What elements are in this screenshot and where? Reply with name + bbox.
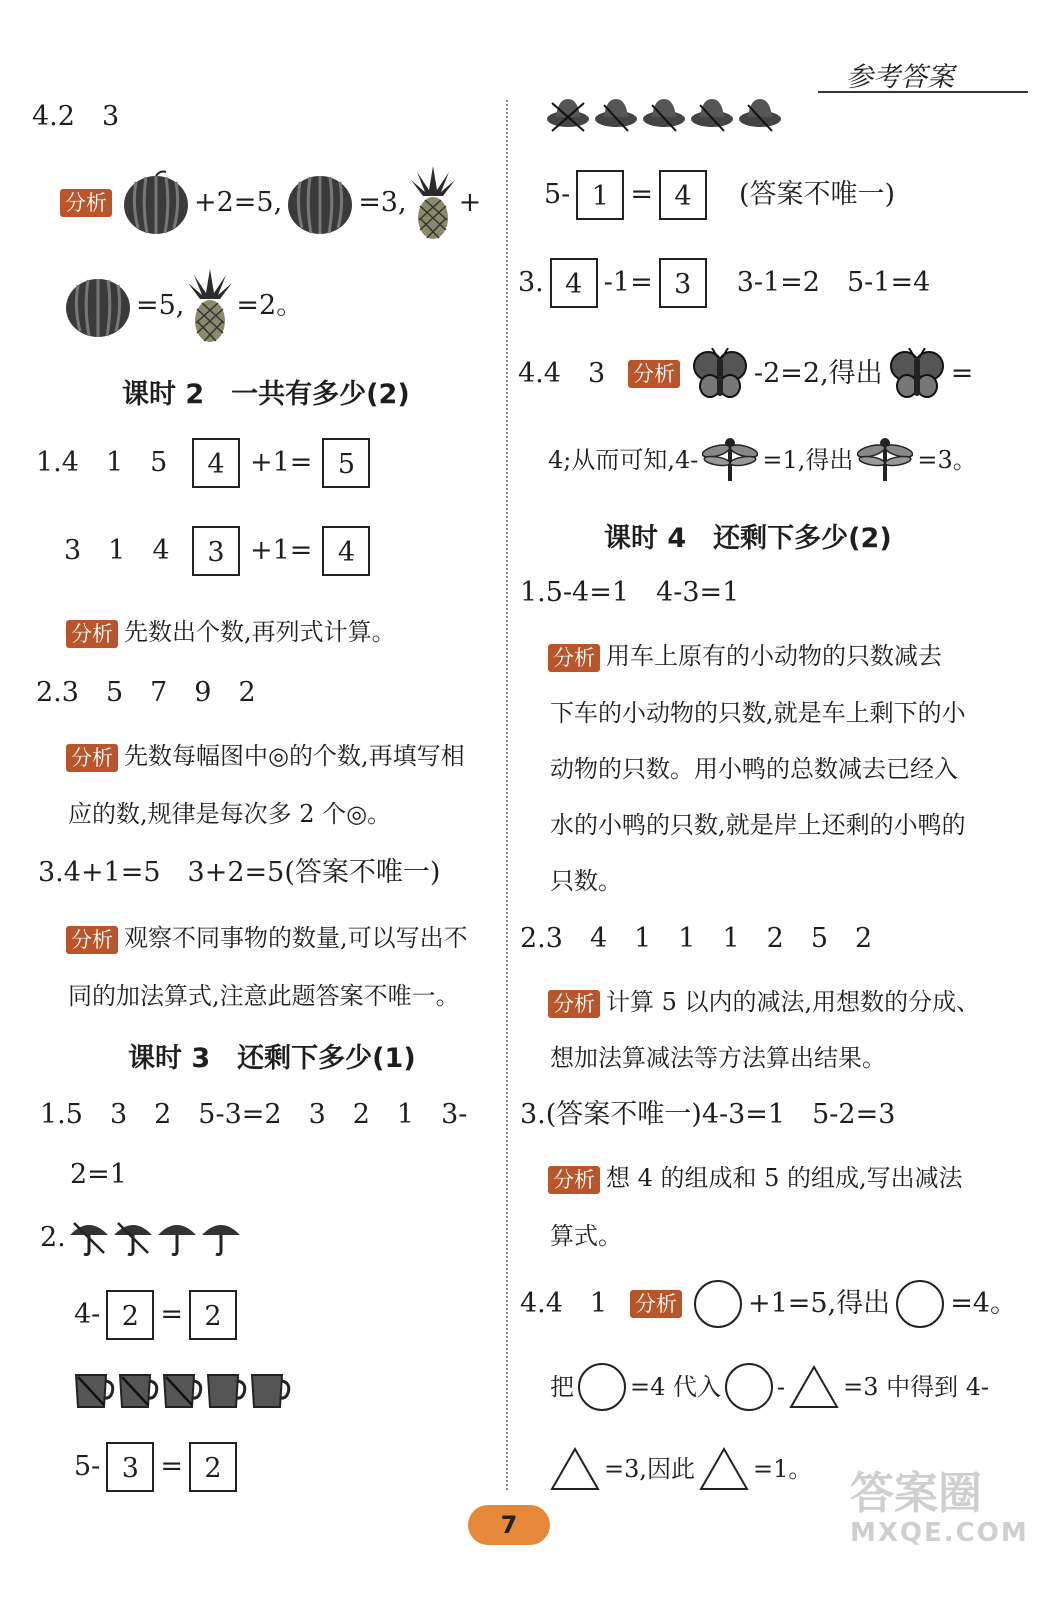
eq-text: =4。: [950, 1288, 1017, 1319]
l4-q1: 1.5-4=1 4-3=1: [520, 577, 740, 608]
r-q4-line2: [548, 434, 977, 486]
hat-crossed-icon: [642, 97, 686, 135]
umbrella-crossed-icon: [68, 1219, 110, 1257]
l4-q1-analysis-4: 水的小鸭的只数,就是岸上还剩的小鸭的: [550, 811, 966, 839]
l3-q2-cups: [74, 1370, 292, 1410]
l2-q3-analysis-1: [66, 922, 468, 954]
l4-q1-analysis-5: 只数。: [550, 867, 622, 895]
dragonfly-icon: [857, 437, 913, 483]
cup-crossed-icon: [74, 1371, 116, 1409]
dragonfly-icon: [702, 437, 758, 483]
triangle-shape: [699, 1447, 749, 1491]
triangle-shape: [550, 1447, 600, 1491]
answer-text: 3-1=2 5-1=4: [736, 267, 931, 298]
eq-text: +: [458, 187, 482, 218]
analysis-text: 观察不同事物的数量,可以写出不: [124, 924, 468, 952]
l3-q2-umbrellas: [40, 1216, 242, 1260]
umbrella-icon: [200, 1219, 242, 1257]
watermelon-icon: [286, 170, 354, 236]
analysis-tag: 分析: [628, 360, 680, 388]
analysis-text: 先数每幅图中◎的个数,再填写相: [124, 742, 465, 770]
hats-eq: [544, 170, 895, 220]
eq-text: =3。: [917, 446, 977, 474]
analysis-tag: 分析: [66, 744, 118, 772]
eq-text: =4 代入: [630, 1373, 722, 1401]
lesson4-title: 课时 4 还剩下多少(2): [604, 523, 892, 554]
r-q4-line1: [518, 346, 973, 402]
operator: +1=: [250, 535, 313, 566]
column-divider: [506, 100, 508, 1490]
watermark-line1: 答案圈: [850, 1468, 982, 1519]
watermark: [850, 1470, 1029, 1548]
operator: 4-: [74, 1299, 101, 1330]
l4-q2: 2.3 4 1 1 1 2 5 2: [520, 923, 873, 954]
eq-text: =2。: [236, 290, 304, 321]
answer-box: 2: [189, 1290, 237, 1340]
answer-nums: 3 1 4: [64, 535, 170, 566]
analysis-text: 计算 5 以内的减法,用想数的分成、: [606, 988, 981, 1016]
answer-nums: 1.4 1 5: [36, 447, 168, 478]
l4-q3-analysis-1: [548, 1162, 963, 1194]
circle-shape: [896, 1280, 944, 1328]
operator: =: [160, 1299, 183, 1330]
eq-text: =1。: [753, 1455, 813, 1483]
l2-q1-analysis: [66, 616, 396, 648]
operator: 5-: [74, 1451, 101, 1482]
pineapple-icon: [411, 166, 455, 240]
eq-text: =1,得出: [762, 446, 854, 474]
eq-text: =3,: [358, 187, 407, 218]
eq-text: =5,: [136, 290, 185, 321]
l3-q2-eq1: [74, 1290, 237, 1340]
watermelon-icon: [64, 273, 132, 339]
butterfly-icon: [692, 348, 748, 400]
l4-q4-line1: [520, 1278, 1017, 1330]
l2-q3-analysis-2: 同的加法算式,注意此题答案不唯一。: [68, 982, 460, 1010]
eq-text: 把: [550, 1373, 574, 1401]
l2-q1-row2: [64, 526, 370, 576]
answer-nums: 4.4 1: [520, 1288, 608, 1319]
answer-box: 1: [576, 170, 624, 220]
circle-shape: [578, 1363, 626, 1411]
operator: =: [630, 179, 653, 210]
eq-text: -2=2,得出: [754, 358, 883, 389]
l4-q1-analysis-2: 下车的小动物的只数,就是车上剩下的小: [550, 699, 966, 727]
answer-box: 4: [322, 526, 370, 576]
l2-q2-analysis-2: 应的数,规律是每次多 2 个◎。: [68, 800, 392, 828]
cup-crossed-icon: [118, 1371, 160, 1409]
q4-analysis-row1: [60, 168, 481, 238]
answer-box: 4: [192, 438, 240, 488]
hat-crossed-icon: [690, 97, 734, 135]
hat-crossed-icon: [594, 97, 638, 135]
analysis-text: 用车上原有的小动物的只数减去: [606, 642, 942, 670]
answer-box: 3: [192, 526, 240, 576]
cup-icon: [250, 1371, 292, 1409]
circle-shape: [725, 1363, 773, 1411]
question-label: 2.: [40, 1222, 66, 1253]
lesson2-title: 课时 2 一共有多少(2): [122, 379, 410, 410]
l2-q3: 3.4+1=5 3+2=5(答案不唯一): [38, 857, 441, 888]
l4-q2-analysis-1: [548, 986, 980, 1018]
question-label: 3.: [518, 267, 544, 298]
watermark-line2: MXQE.COM: [850, 1518, 1029, 1548]
triangle-shape: [789, 1365, 839, 1409]
l2-q2: 2.3 5 7 9 2: [36, 677, 256, 708]
analysis-tag: 分析: [66, 926, 118, 954]
analysis-tag: 分析: [548, 990, 600, 1018]
analysis-tag: 分析: [548, 1166, 600, 1194]
analysis-tag: 分析: [66, 620, 118, 648]
hat-crossed-icon: [738, 97, 782, 135]
l4-q4-line2: [550, 1360, 989, 1414]
answer-box: 3: [659, 258, 707, 308]
eq-text: =: [950, 358, 974, 389]
page-header: [818, 55, 1028, 93]
umbrella-crossed-icon: [112, 1219, 154, 1257]
operator: 5-: [544, 179, 571, 210]
l4-q4-line3: [550, 1442, 812, 1496]
answer-box: 2: [189, 1442, 237, 1492]
analysis-text: 先数出个数,再列式计算。: [124, 618, 396, 646]
eq-text: +2=5,: [194, 187, 283, 218]
note: (答案不唯一): [738, 179, 896, 210]
eq-text: 4;从而可知,4-: [548, 446, 699, 474]
operator: +1=: [250, 447, 313, 478]
l2-q2-analysis-1: [66, 740, 465, 772]
butterfly-icon: [889, 348, 945, 400]
answer-box: 4: [550, 258, 598, 308]
operator: -1=: [603, 267, 653, 298]
l4-q1-analysis-3: 动物的只数。用小鸭的总数减去已经入: [550, 755, 958, 783]
l4-q3-analysis-2: 算式。: [550, 1222, 622, 1250]
answer-box: 3: [106, 1442, 154, 1492]
answer-nums: 4.4 3: [518, 358, 606, 389]
analysis-tag: 分析: [548, 644, 600, 672]
eq-text: -: [777, 1373, 786, 1401]
eq-text: +1=5,得出: [748, 1288, 891, 1319]
q4-answer: 4.2 3: [32, 101, 120, 132]
cup-icon: [206, 1371, 248, 1409]
page-number: 7: [468, 1505, 550, 1545]
l4-q3: 3.(答案不唯一)4-3=1 5-2=3: [520, 1099, 896, 1130]
q4-analysis-row2: [64, 270, 303, 342]
r-q3: [518, 258, 930, 308]
watermelon-icon: [122, 170, 190, 236]
hat-crossed-icon: [546, 97, 590, 135]
analysis-tag: 分析: [630, 1290, 682, 1318]
hats-row: [546, 96, 782, 136]
cup-crossed-icon: [162, 1371, 204, 1409]
l3-q1-line1: 1.5 3 2 5-3=2 3 2 1 3-: [40, 1099, 468, 1130]
l4-q1-analysis-1: [548, 640, 942, 672]
lesson3-title: 课时 3 还剩下多少(1): [128, 1043, 416, 1074]
eq-text: =3,因此: [604, 1455, 696, 1483]
answer-box: 5: [322, 438, 370, 488]
operator: =: [160, 1451, 183, 1482]
l4-q2-analysis-2: 想加法算减法等方法算出结果。: [550, 1044, 886, 1072]
circle-shape: [694, 1280, 742, 1328]
analysis-text: 想 4 的组成和 5 的组成,写出减法: [606, 1164, 963, 1192]
pineapple-icon: [188, 269, 232, 343]
l2-q1-row1: [36, 438, 370, 488]
analysis-tag: 分析: [60, 189, 112, 217]
l3-q2-eq2: [74, 1442, 237, 1492]
header-title: 参考答案: [846, 62, 954, 93]
l3-q1-line2: 2=1: [70, 1159, 127, 1190]
answer-box: 2: [106, 1290, 154, 1340]
eq-text: =3 中得到 4-: [843, 1373, 990, 1401]
answer-box: 4: [659, 170, 707, 220]
umbrella-icon: [156, 1219, 198, 1257]
